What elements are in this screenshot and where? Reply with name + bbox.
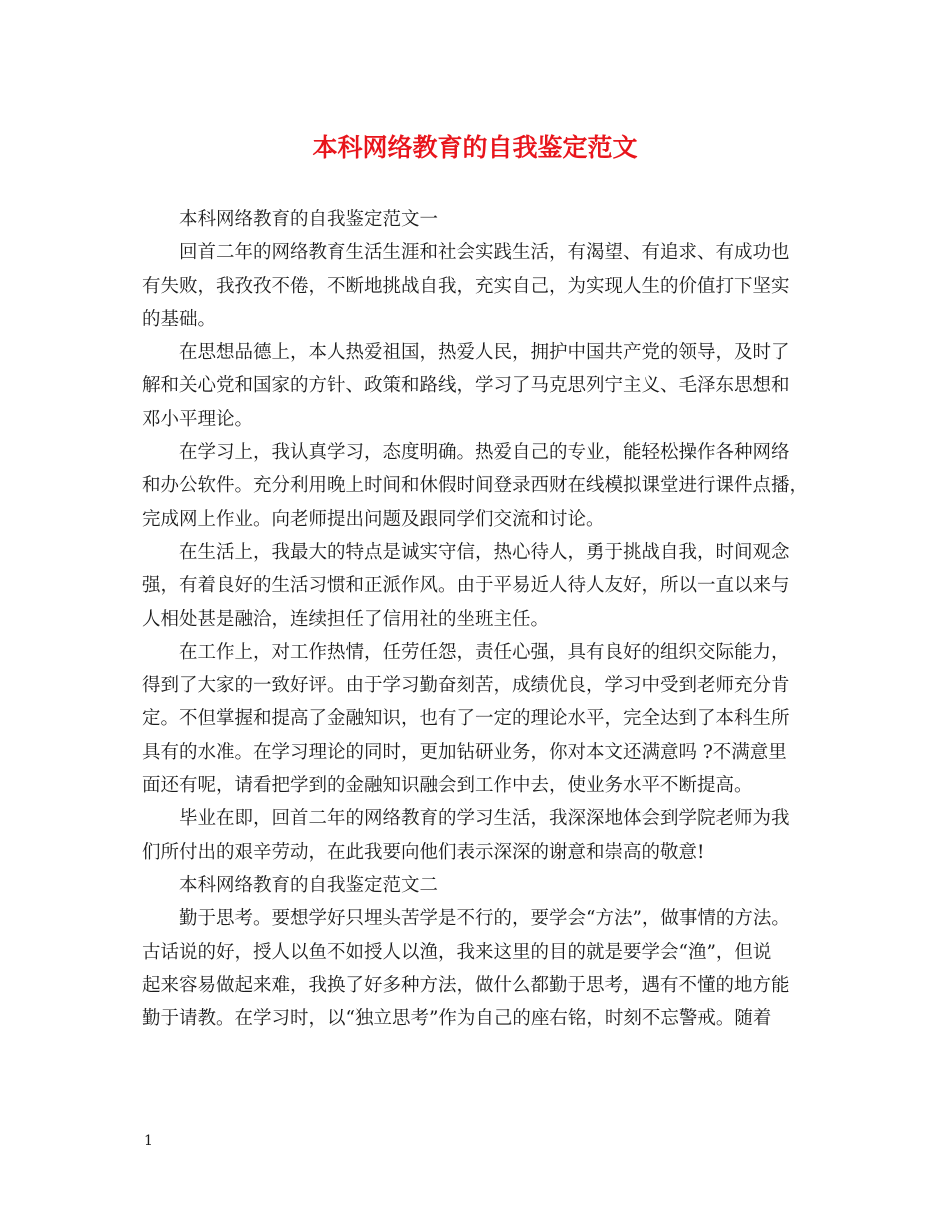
text-line: 起来容易做起来难，我换了好多种方法，做什么都勤于思考，遇有不懂的地方能 <box>142 974 790 996</box>
text-line: 有失败，我孜孜不倦，不断地挑战自我，充实自己，为实现人生的价值打下坚实 <box>142 275 790 297</box>
text-line: 定。不但掌握和提高了金融知识，也有了一定的理论水平，完全达到了本科生所 <box>142 708 790 730</box>
document-body <box>142 203 826 1035</box>
text-line: 在生活上，我最大的特点是诚实守信，热心待人，勇于挑战自我，时间观念 <box>179 541 790 563</box>
text-line: 面还有呢，请看把学到的金融知识融会到工作中去，使业务水平不断提高。 <box>142 775 753 797</box>
text-line: 邓小平理论。 <box>142 408 254 430</box>
text-line: 得到了大家的一致好评。由于学习勤奋刻苦，成绩优良，学习中受到老师充分肯 <box>142 675 790 697</box>
text-line: 勤于请教。在学习时，以“独立思考”作为自己的座右铭，时刻不忘警戒。随着 <box>142 1008 772 1030</box>
text-line: 在学习上，我认真学习，态度明确。热爱自己的专业，能轻松操作各种网络 <box>179 442 790 464</box>
text-line: 在工作上，对工作热情，任劳任怨，责任心强，具有良好的组织交际能力， <box>179 641 790 663</box>
text-line: 强，有着良好的生活习惯和正派作风。由于平易近人待人友好，所以一直以来与 <box>142 575 790 597</box>
text-line: 古话说的好，授人以鱼不如授人以渔，我来这里的目的就是要学会“渔”，但说 <box>142 941 772 963</box>
page-number: 1 <box>144 1133 153 1149</box>
text-line: 回首二年的网络教育生活生涯和社会实践生活，有渴望、有追求、有成功也 <box>179 242 790 264</box>
document-title: 本科网络教育的自我鉴定范文 <box>312 133 638 162</box>
text-line: 在思想品德上，本人热爱祖国，热爱人民，拥护中国共产党的领导，及时了 <box>179 342 790 364</box>
text-line: 本科网络教育的自我鉴定范文一 <box>179 209 439 230</box>
text-line: 本科网络教育的自我鉴定范文二 <box>179 874 439 896</box>
text-line: 完成网上作业。向老师提出问题及跟同学们交流和讨论。 <box>142 508 605 530</box>
text-line: 解和关心党和国家的方针、政策和路线，学习了马克思列宁主义、毛泽东思想和 <box>142 375 790 397</box>
text-line: 人相处甚是融洽，连续担任了信用社的坐班主任。 <box>142 608 550 630</box>
text-line: 的基础。 <box>142 308 217 330</box>
text-line: 具有的水准。在学习理论的同时，更加钻研业务，你对本文还满意吗 ?不满意里 <box>142 741 787 763</box>
text-line: 勤于思考。要想学好只埋头苦学是不行的，要学会“方法”，做事情的方法。 <box>179 908 790 930</box>
text-line: 们所付出的艰辛劳动，在此我要向他们表示深深的谢意和崇高的敬意! <box>142 841 705 863</box>
text-line: 和办公软件。充分利用晚上时间和休假时间登录西财在线模拟课堂进行课件点播， <box>142 475 809 497</box>
text-line: 毕业在即，回首二年的网络教育的学习生活，我深深地体会到学院老师为我 <box>179 808 790 830</box>
